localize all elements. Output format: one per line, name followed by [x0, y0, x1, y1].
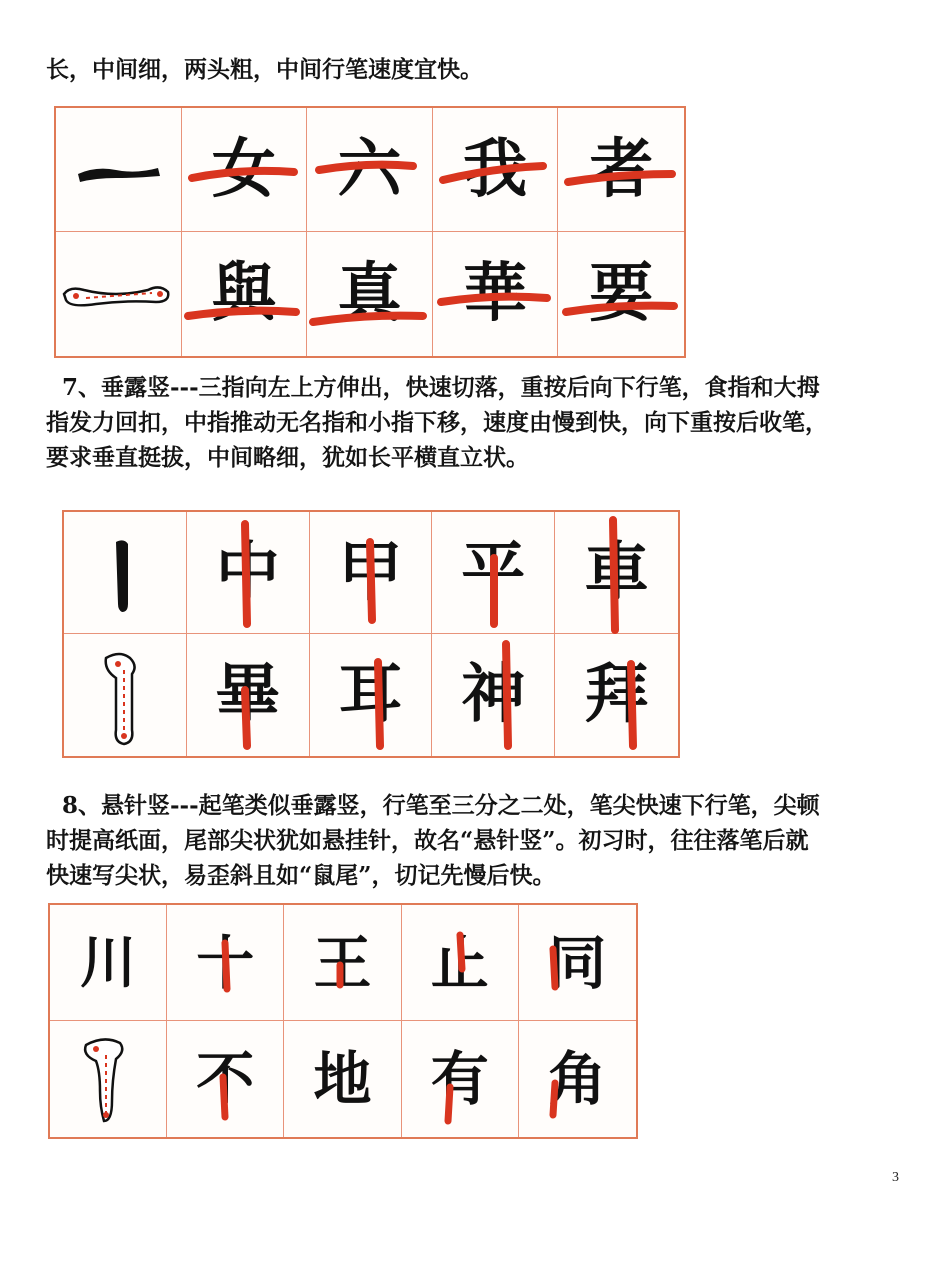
example-cell	[519, 905, 636, 1021]
section-7-paragraph	[46, 370, 908, 475]
example-char: 與	[211, 256, 276, 331]
example-char: 同	[548, 928, 607, 997]
example-cell	[555, 634, 678, 756]
example-grid-xuanzhen	[48, 903, 638, 1139]
example-cell	[56, 232, 182, 356]
example-cell	[50, 1021, 167, 1137]
example-cell	[167, 905, 284, 1021]
example-cell	[50, 905, 167, 1021]
example-char: 有	[430, 1045, 489, 1113]
xuanzhen-outline-diagram	[50, 1021, 168, 1138]
example-cell	[284, 1021, 401, 1137]
example-cell	[187, 512, 310, 634]
example-char: 中	[215, 534, 280, 610]
example-cell	[310, 634, 433, 756]
section-7-line: 要求垂直挺拔，中间略细，犹如长平横直立状。	[46, 444, 529, 471]
section-7-line: 指发力回扣，中指推动无名指和小指下移，速度由慢到快，向下重按后收笔，	[46, 409, 828, 436]
example-char: 平	[461, 534, 526, 610]
example-cell	[558, 108, 684, 232]
example-char: 止	[430, 928, 489, 997]
example-char: 耳	[338, 657, 403, 732]
example-char: 神	[461, 657, 526, 732]
example-cell	[307, 232, 433, 356]
example-cell	[519, 1021, 636, 1137]
example-cell	[558, 232, 684, 356]
intro-paragraph	[46, 52, 908, 87]
example-char: 女	[211, 131, 276, 207]
example-char: 車	[584, 534, 649, 610]
heng-outline-diagram	[56, 232, 182, 357]
example-cell	[402, 905, 519, 1021]
example-char: 不	[196, 1045, 255, 1113]
example-cell	[182, 232, 308, 356]
example-cell	[307, 108, 433, 232]
example-char: 華	[463, 256, 528, 331]
example-char: 我	[463, 131, 528, 207]
shu-outline-diagram	[64, 634, 187, 757]
example-char: 川	[80, 929, 137, 996]
example-char: 真	[337, 256, 402, 331]
example-cell	[433, 232, 559, 356]
section-7-line: 7、垂露竖---三指向左上方伸出，快速切落，重按后向下行笔，食指和大拇	[62, 374, 820, 401]
heng-stroke-demo	[56, 108, 182, 233]
example-char: 十	[196, 928, 255, 997]
example-cell	[182, 108, 308, 232]
example-char: 拜	[584, 657, 649, 732]
example-char: 王	[313, 928, 372, 997]
example-char: 畢	[215, 657, 280, 732]
example-cell	[555, 512, 678, 634]
example-char: 要	[589, 256, 654, 331]
example-char: 甲	[338, 534, 403, 610]
example-cell	[433, 108, 559, 232]
page-number: 3	[892, 1170, 899, 1185]
shu-stroke-demo	[64, 512, 187, 635]
example-cell	[402, 1021, 519, 1137]
example-cell	[310, 512, 433, 634]
section-8-line: 时提高纸面，尾部尖状犹如悬挂针，故名“悬针竖”。初习时，往往落笔后就	[46, 827, 809, 854]
example-cell	[284, 905, 401, 1021]
example-char: 六	[337, 131, 402, 207]
section-8-line: 8、悬针竖---起笔类似垂露竖，行笔至三分之二处，笔尖快速下行笔，尖顿	[62, 792, 820, 819]
section-8-paragraph	[46, 788, 908, 893]
example-cell	[187, 634, 310, 756]
example-char: 地	[313, 1045, 372, 1113]
example-grid-chuilu	[62, 510, 680, 758]
example-cell	[432, 512, 555, 634]
example-cell	[64, 512, 187, 634]
example-grid-heng	[54, 106, 686, 358]
example-cell	[56, 108, 182, 232]
example-cell	[432, 634, 555, 756]
example-cell	[64, 634, 187, 756]
intro-line: 长，中间细，两头粗，中间行笔速度宜快。	[46, 56, 483, 83]
example-char: 角	[548, 1045, 607, 1113]
section-8-line: 快速写尖状，易歪斜且如“鼠尾”，切记先慢后快。	[46, 862, 556, 889]
example-char: 者	[589, 131, 654, 207]
example-cell	[167, 1021, 284, 1137]
